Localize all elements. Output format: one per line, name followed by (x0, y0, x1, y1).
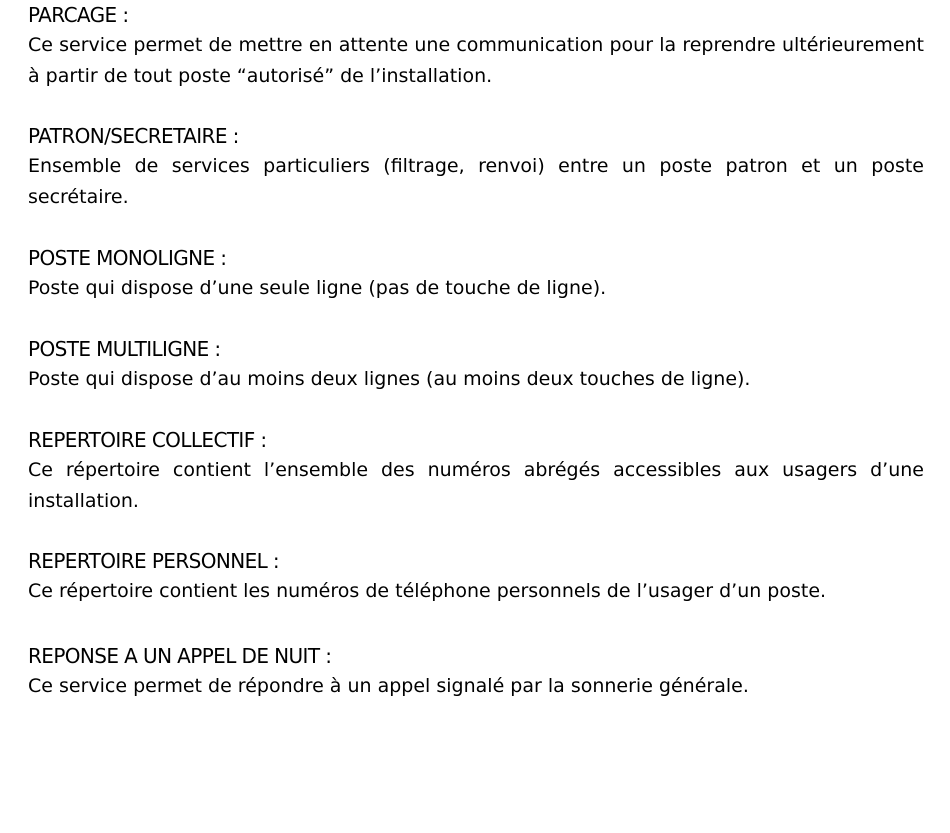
glossary-term: PATRON/SECRETAIRE : (28, 124, 239, 148)
glossary-definition: Ce service permet de mettre en attente une communication pour la reprendre ultérieurement à partir de tout poste “autorisé” de l’installation. (28, 34, 924, 87)
glossary-definition: Poste qui dispose d’une seule ligne (pas de touche de ligne). (28, 277, 607, 299)
glossary-entry-patron-secretaire (28, 121, 924, 212)
glossary-term: PARCAGE : (28, 3, 129, 27)
glossary-definition: Ce répertoire contient l’ensemble des numéros abrégés accessibles aux usagers d’une installation. (28, 459, 924, 512)
glossary-definition: Ce répertoire contient les numéros de téléphone personnels de l’usager d’un poste. (28, 580, 827, 602)
glossary-definition: Ensemble de services particuliers (filtrage, renvoi) entre un poste patron et un poste secrétaire. (28, 155, 924, 208)
glossary-entry-reponse-appel-nuit (28, 641, 924, 702)
glossary-definition: Ce service permet de répondre à un appel signalé par la sonnerie générale. (28, 675, 749, 697)
glossary-entry-poste-monoligne (28, 243, 924, 304)
glossary-term: REPERTOIRE PERSONNEL : (28, 549, 280, 573)
glossary-term: POSTE MULTILIGNE : (28, 337, 221, 361)
glossary-term: REPONSE A UN APPEL DE NUIT : (28, 644, 332, 668)
glossary-term: POSTE MONOLIGNE : (28, 246, 227, 270)
glossary-entry-parcage (28, 0, 924, 91)
glossary-term: REPERTOIRE COLLECTIF : (28, 428, 267, 452)
glossary-entry-poste-multiligne (28, 334, 924, 395)
glossary-entry-repertoire-collectif (28, 425, 924, 516)
glossary-entry-repertoire-personnel (28, 546, 924, 607)
glossary-definition: Poste qui dispose d’au moins deux lignes (au moins deux touches de ligne). (28, 368, 751, 390)
